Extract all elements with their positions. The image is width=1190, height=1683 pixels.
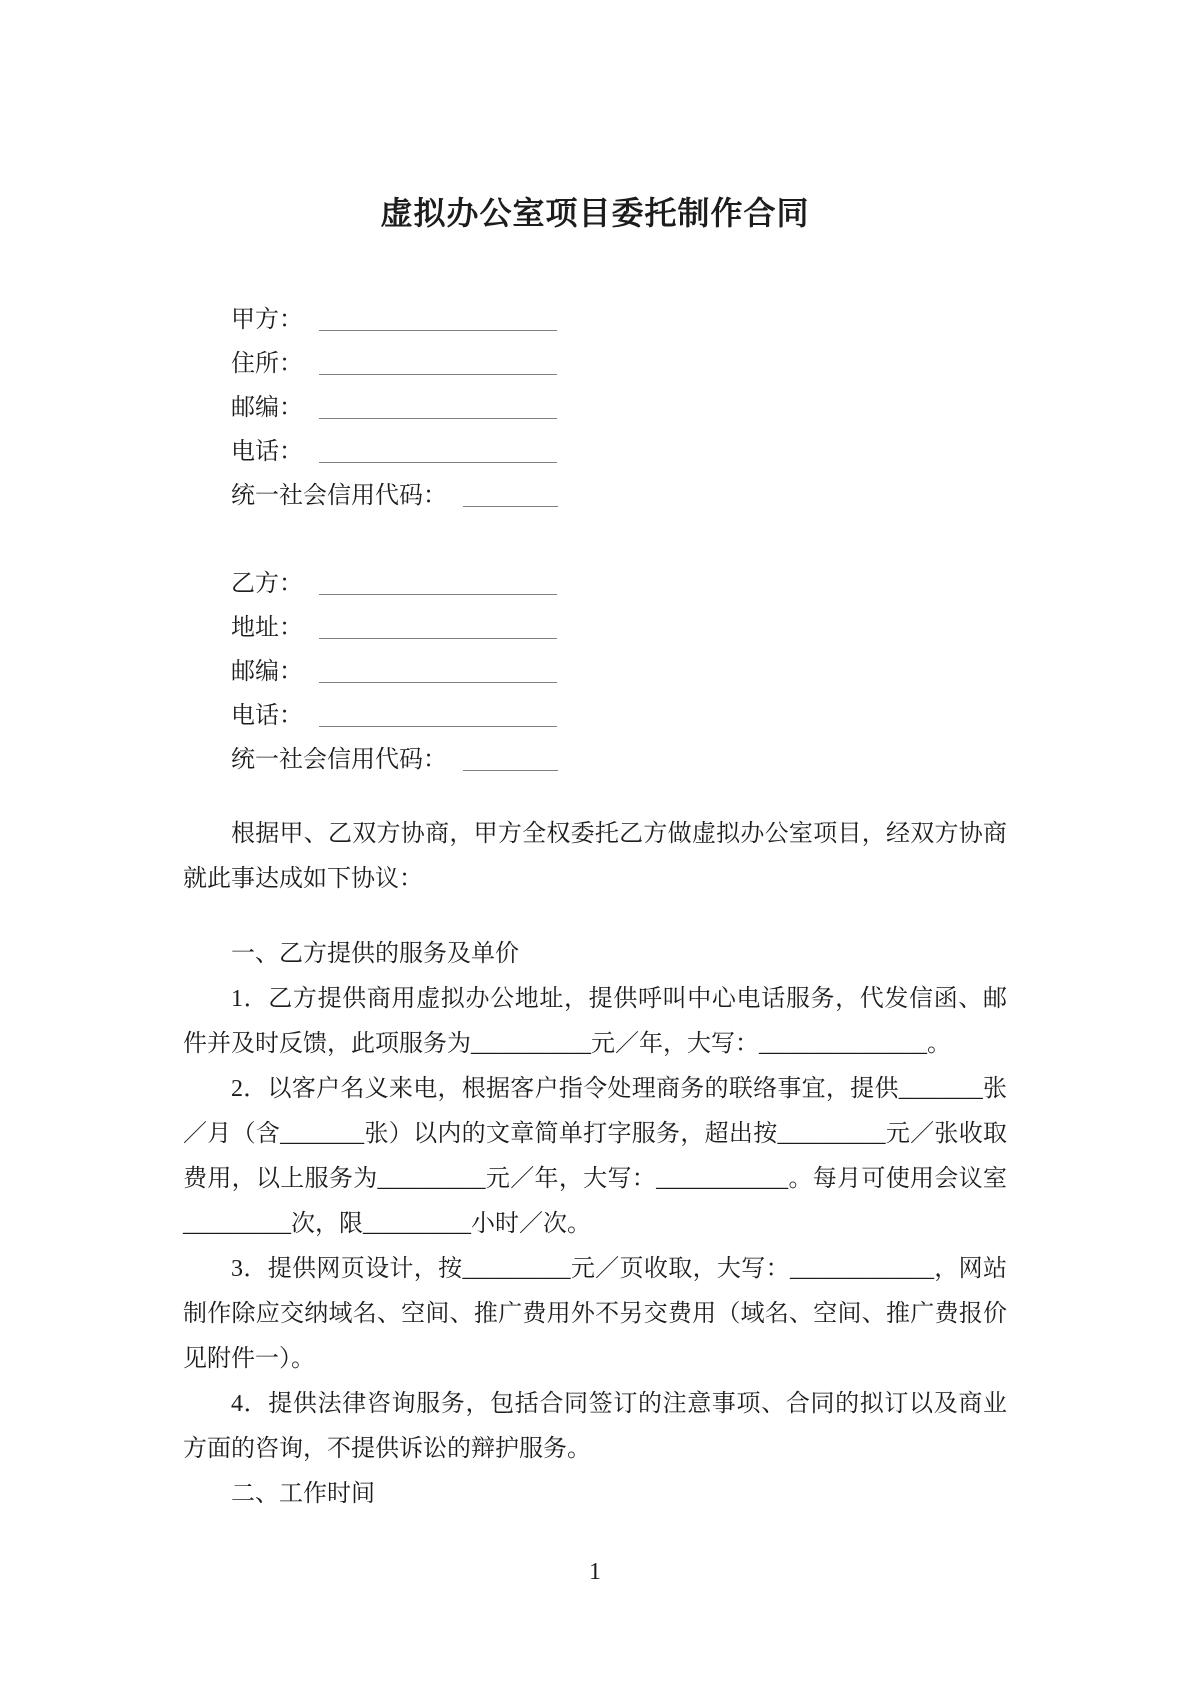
party-b-block (183, 562, 1007, 782)
party-b-credit-code-blank (463, 744, 558, 771)
service-item-4: 4．提供法律咨询服务，包括合同签订的注意事项、合同的拟订以及商业方面的咨询，不提供诉讼的辩护服务。 (183, 1391, 1007, 1462)
section1-heading: 一、乙方提供的服务及单价 (231, 941, 519, 967)
service-item-2: 2．以客户名义来电，根据客户指令处理商务的联络事宜，提供_______张／月（含_______张）以内的文章简单打字服务，超出按_________元／张收取费用，以上服务为_________元／年，大写：___________。每月可使用会议室_________次，限_________小时／次。 (183, 1076, 1007, 1237)
party-a-name-label: 甲方： (231, 307, 303, 333)
party-a-phone-blank (319, 436, 557, 463)
party-b-zip-blank (319, 656, 557, 683)
party-b-address-blank (319, 612, 557, 639)
party-a-credit-code-label: 统一社会信用代码： (231, 483, 447, 509)
party-b-address-label: 地址： (231, 615, 303, 641)
party-b-address-row (183, 606, 1007, 650)
document-title: 虚拟办公室项目委托制作合同 (380, 195, 810, 231)
intro-paragraph: 根据甲、乙双方协商，甲方全权委托乙方做虚拟办公室项目，经双方协商就此事达成如下协议： (183, 821, 1007, 892)
party-a-name-blank (319, 304, 557, 331)
document-content (183, 0, 1007, 1517)
block-spacer (183, 518, 1007, 562)
party-a-zip-label: 邮编： (231, 395, 303, 421)
party-b-phone-row (183, 694, 1007, 738)
party-a-zip-row (183, 386, 1007, 430)
section-spacer (183, 902, 1007, 932)
party-b-phone-label: 电话： (231, 703, 303, 729)
party-a-address-blank (319, 348, 557, 375)
section2-heading: 二、工作时间 (231, 1481, 375, 1507)
section-spacer (183, 782, 1007, 812)
party-b-zip-row (183, 650, 1007, 694)
party-a-phone-row (183, 430, 1007, 474)
party-b-name-row (183, 562, 1007, 606)
party-b-phone-blank (319, 700, 557, 727)
party-b-name-blank (319, 568, 557, 595)
party-a-name-row (183, 298, 1007, 342)
party-a-block (183, 298, 1007, 518)
party-a-address-label: 住所： (231, 351, 303, 377)
party-b-zip-label: 邮编： (231, 659, 303, 685)
party-a-zip-blank (319, 392, 557, 419)
party-a-credit-code-row (183, 474, 1007, 518)
service-item-1: 1．乙方提供商用虚拟办公地址，提供呼叫中心电话服务，代发信函、邮件并及时反馈，此项服务为__________元／年，大写：______________。 (183, 986, 1007, 1057)
party-a-address-row (183, 342, 1007, 386)
service-item-3: 3．提供网页设计，按_________元／页收取，大写：____________，网站制作除应交纳域名、空间、推广费用外不另交费用（域名、空间、推广费报价见附件一）。 (183, 1256, 1007, 1372)
party-a-credit-code-blank (463, 480, 558, 507)
party-b-credit-code-row (183, 738, 1007, 782)
party-a-phone-label: 电话： (231, 439, 303, 465)
party-b-name-label: 乙方： (231, 571, 303, 597)
page-number: 1 (589, 1559, 601, 1585)
party-b-credit-code-label: 统一社会信用代码： (231, 747, 447, 773)
